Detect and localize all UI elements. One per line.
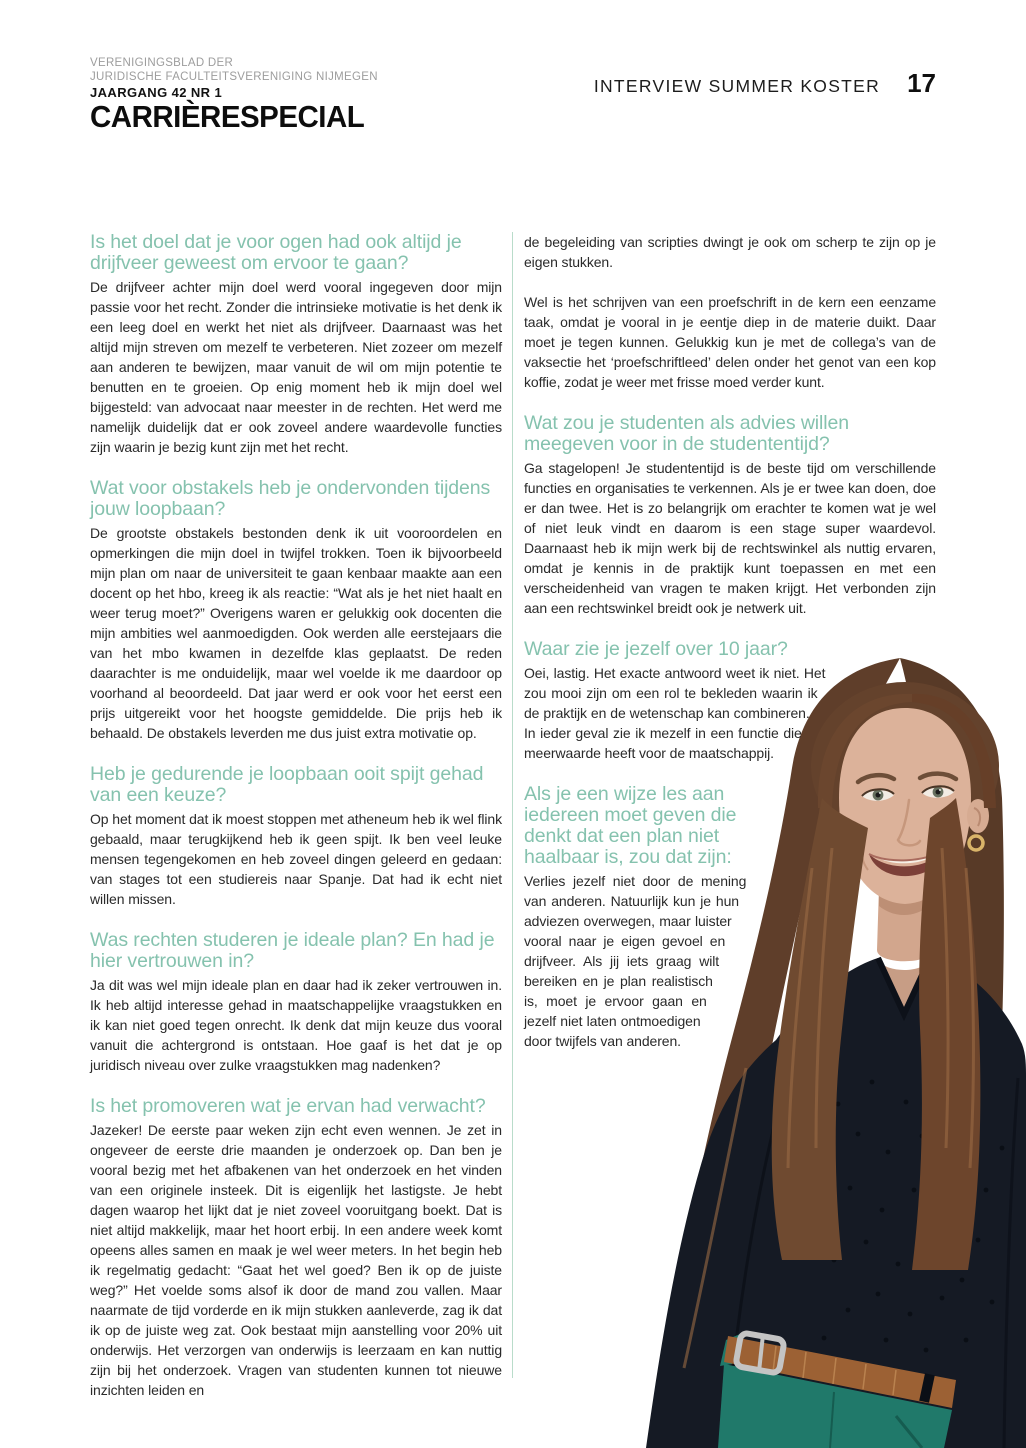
section-paragraph: De drijfveer achter mijn doel werd vooral ingegeven door mijn passie voor het recht. Zonder die intrinsieke motivatie is het denk ik een leeg doel en werkt het niet als drijfveer. Daarnaast was het altijd mijn streven om mezelf te verbeteren. Niet zozeer om mezelf aan anderen te bewijzen, maar vanuit de wil om mijn potentie te benutten en te groeien. Op enig moment heb ik mijn doel wel bijgesteld: van advocaat naar meester in de rechten. Het werd me namelijk duidelijk dat er ook zoveel andere waardevolle functies zijn waarin je bezig kunt zijn met het recht.	[90, 279, 502, 455]
section-heading: Als je een wijze les aan iedereen moet geven die denkt dat een plan niet haalbaar is, zou dat zijn:	[524, 783, 737, 868]
section-heading: Wat zou je studenten als advies willen meegeven voor in de studententijd?	[524, 412, 849, 455]
section-advies-studenten	[524, 413, 936, 618]
section-heading: Heb je gedurende je loopbaan ooit spijt gehad van een keuze?	[90, 763, 484, 806]
section-paragraph: Op het moment dat ik moest stoppen met atheneum heb ik wel flink gebaald, maar terugkijkend heb ik geen spijt. Ik ben veel leuke mensen tegengekomen en heb zoveel dingen geleerd en gedaan: van stages tot een studiereis naar Spanje. Dat had ik echt niet willen missen.	[90, 811, 502, 907]
page-header	[594, 68, 936, 99]
interview-section-label: INTERVIEW SUMMER KOSTER	[593, 76, 881, 96]
publisher-line-1: VERENIGINGSBLAD DER	[90, 57, 234, 69]
section-ideale-plan	[90, 930, 502, 1075]
section-paragraph: Verlies jezelf niet door de mening van anderen. Natuurlijk kun je hun adviezen overwegen, maar luister vooral naar je eigen gevoel en drijfveer. Als jij iets graag wilt bereiken en je plan realistisch is, moet je ervoor gaan en jezelf niet laten ontmoedigen door twijfels van anderen.	[524, 873, 747, 1049]
masthead	[90, 56, 379, 132]
magazine-title: CARRIÈRESPECIAL	[90, 99, 365, 134]
section-paragraph: De grootste obstakels bestonden denk ik uit vooroordelen en opmerkingen die mijn doel in twijfel trokken. Toen ik bijvoorbeeld mijn plan om naar de universiteit te gaan kenbaar maakte aan een docent op het hbo, kreeg ik als reactie: “Wat als je het niet haalt en weer terug moet?” Overigens waren er gelukkig ook docenten die mijn ambities wel aanmoedigden. Ook werden alle eerstejaars die van het mbo kwamen in dezelfde klas geplaatst. De reden daarachter is me onduidelijk, maar wel voelde ik me daardoor op voorhand al beoordeeld. Dat jaar werd er ook voor het eerst een prijs uitgereikt voor het hoogste gemiddelde. Die prijs heb ik behaald. De obstakels leverden me dus juist extra motivatie op.	[90, 525, 502, 741]
section-heading: Is het doel dat je voor ogen had ook altijd je drijfveer geweest om ervoor te gaan?	[90, 231, 462, 274]
section-promoveren-vervolg	[524, 232, 936, 392]
section-promoveren	[90, 1096, 502, 1400]
section-obstakels	[90, 478, 502, 743]
section-paragraph: Ga stagelopen! Je studententijd is de beste tijd om verschillende functies en organisaties te verkennen. Als je er twee kan doen, doe er dan twee. Het is zo belangrijk om erachter te komen wat je wel of niet leuk vindt en daarom is een stage super waardevol. Daarnaast heb ik mijn werk bij de rechtswinkel als nuttig ervaren, omdat je kennis in de praktijk kunt toepassen en met een verscheidenheid van vragen te maken krijgt. Het verbonden zijn aan een rechtswinkel breidt ook je netwerk uit.	[524, 460, 936, 616]
section-heading: Wat voor obstakels heb je ondervonden tijdens jouw loopbaan?	[90, 477, 491, 520]
section-paragraph: Jazeker! De eerste paar weken zijn echt even wennen. Je zet in ongeveer de eerste drie maanden je onderzoek op. Dan ben je vooral bezig met het afbakenen van het onderzoek en het vinden van een originele insteek. Dit is eigenlijk het lastigste. Je hebt dagen waarop het lijkt dat je niet zoveel vooruitgang boekt. Dat is niet altijd makkelijk, maar het hoort erbij. In een andere week komt opeens alles samen en maak je wel weer meters. In het begin heb ik regelmatig gedacht: “Gaat het wel goed? Ben ik op de juiste weg?” Het voelde soms alsof ik door de mand zou vallen. Maar naarmate de tijd vorderde en ik mijn stukken aanleverde, zag ik dat ik op de juiste weg zat. Ook bestaat mijn aanstelling voor 20% uit onderwijs. Het verzorgen van onderwijs is leerzaam en kan nuttig zijn bij het onderzoek. Vragen van studenten kunnen tot nieuwe inzichten leiden en	[90, 1122, 502, 1398]
section-paragraph: Oei, lastig. Het exacte antwoord weet ik niet. Het zou mooi zijn om een rol te bekleden waarin ik de praktijk en de wetenschap kan combineren. In ieder geval zie ik mezelf in een functie die meerwaarde heeft voor de maatschappij.	[524, 665, 826, 761]
page-number: 17	[907, 68, 936, 98]
column-rule	[512, 232, 513, 1378]
section-heading: Was rechten studeren je ideale plan? En had je hier vertrouwen in?	[90, 929, 495, 972]
section-paragraph: de begeleiding van scripties dwingt je ook om scherp te zijn op je eigen stukken.	[524, 234, 936, 270]
section-paragraph: Ja dit was wel mijn ideale plan en daar had ik zeker vertrouwen in. Ik heb altijd interesse gehad in maatschappelijke vraagstukken en ik kan niet goed tegen onrecht. Ik denk dat mijn keuze dus vooral vanuit die achtergrond is ontstaan. Hoe gaaf is het dat je op juridisch niveau over zulke vraagstukken mag nadenken?	[90, 977, 502, 1073]
article-columns	[90, 232, 936, 1435]
section-drijfveer	[90, 232, 502, 457]
section-paragraph: Wel is het schrijven van een proefschrift in de kern een eenzame taak, omdat je vooral in je eentje diep in de materie duikt. Daar moet je tegen kunnen. Gelukkig kun je met de collega’s van de vaksectie het ‘proefschriftleed’ delen onder het genot van een kop koffie, zodat je weer met frisse moed verder kunt.	[524, 294, 936, 390]
section-heading: Is het promoveren wat je ervan had verwacht?	[90, 1095, 486, 1117]
left-column	[90, 232, 502, 1400]
edition-label: JAARGANG 42 NR 1	[90, 85, 223, 100]
publisher-line-2: JURIDISCHE FACULTEITSVERENIGING NIJMEGEN	[90, 71, 378, 83]
right-column	[524, 232, 936, 1435]
section-heading: Waar zie je jezelf over 10 jaar?	[524, 638, 788, 660]
section-spijt	[90, 764, 502, 909]
